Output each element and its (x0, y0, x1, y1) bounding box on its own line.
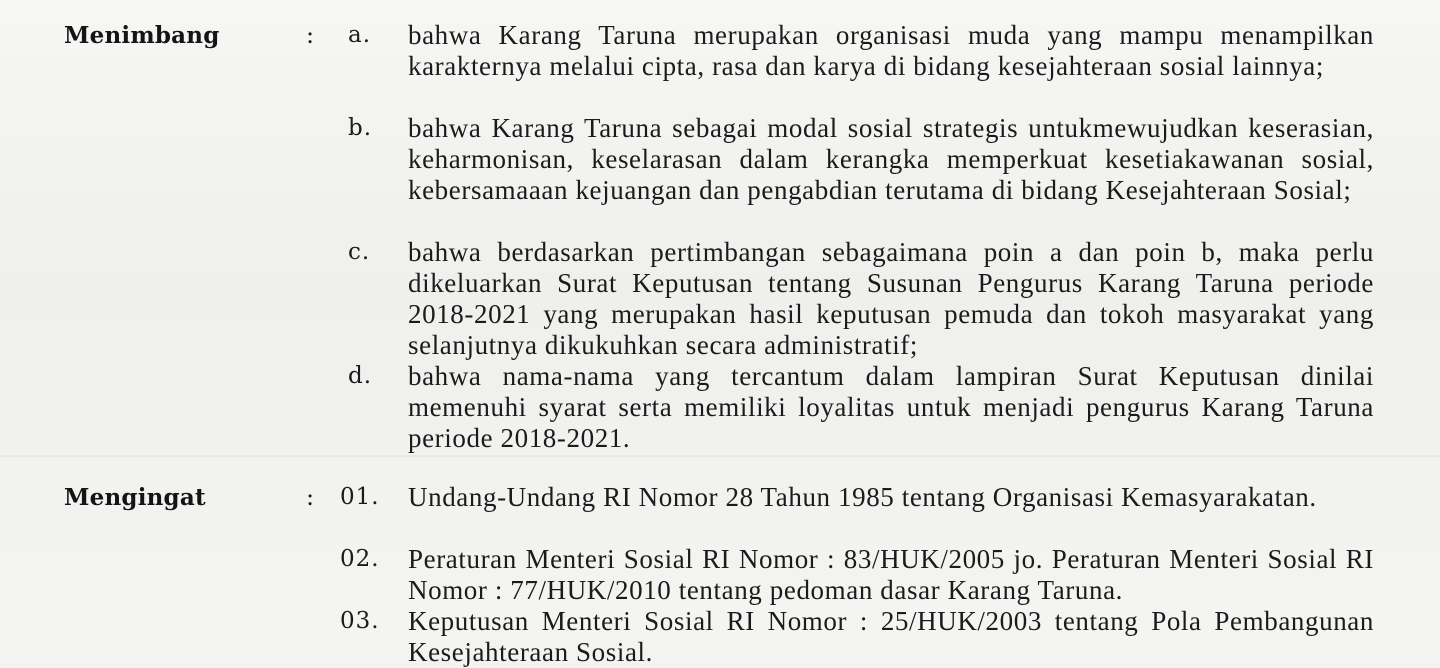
menimbang-label: Menimbang (64, 22, 220, 49)
item-text: bahwa Karang Taruna merupakan organisasi muda yang mampu menampilkan karakternya melalui cipta, rasa dan karya di bidang kesejahteraan sosial lainnya; (408, 20, 1374, 81)
item-marker: c. (348, 239, 371, 265)
paper-fold-line (0, 455, 1440, 457)
item-text: bahwa Karang Taruna sebagai modal sosial strategis untukmewujudkan keserasian, keharmonisan, keselarasan dalam kerangka memperkuat kesetiakawanan sosial, kebersamaaan kejuangan dan pengabdian terutama di bidang Kesejahteraan Sosial; (408, 113, 1374, 205)
menimbang-colon: : (306, 21, 315, 49)
item-text: bahwa berdasarkan pertimbangan sebagaimana poin a dan poin b, maka perlu dikeluarkan Surat Keputusan tentang Susunan Pengurus Karang Taruna periode 2018-2021 yang merupakan hasil keputusan pemuda dan tokoh masyarakat yang selanjutnya dikukuhkan secara administratif; (408, 237, 1374, 360)
item-marker: a. (348, 22, 372, 48)
item-text: Peraturan Menteri Sosial RI Nomor : 83/HUK/2005 jo. Peraturan Menteri Sosial RI Nomor : 77/HUK/2010 tentang pedoman dasar Karang Taruna. (408, 544, 1374, 605)
item-marker: b. (348, 115, 373, 141)
item-marker: d. (348, 363, 373, 389)
mengingat-label: Mengingat (64, 484, 206, 511)
item-text: Keputusan Menteri Sosial RI Nomor : 25/HUK/2003 tentang Pola Pembangunan Kesejahteraan Sosial. (408, 606, 1374, 667)
mengingat-colon: : (306, 483, 315, 511)
item-marker: 03. (340, 608, 380, 634)
item-text: bahwa nama-nama yang tercantum dalam lampiran Surat Keputusan dinilai memenuhi syarat serta memiliki loyalitas untuk menjadi pengurus Karang Taruna periode 2018-2021. (408, 361, 1374, 453)
item-text: Undang-Undang RI Nomor 28 Tahun 1985 tentang Organisasi Kemasyarakatan. (408, 482, 1317, 512)
item-marker: 02. (340, 546, 380, 572)
item-marker: 01. (340, 484, 380, 510)
